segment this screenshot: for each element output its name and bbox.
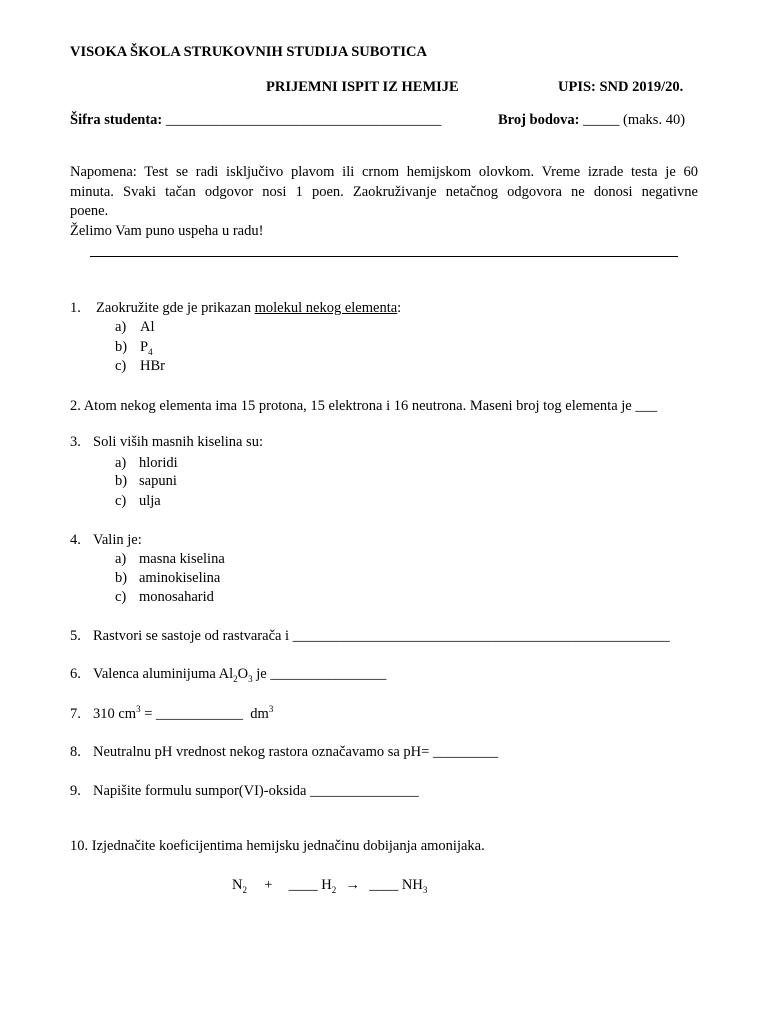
q3-text: Soli viših masnih kiselina su: [93,434,263,450]
q4-option-letter: c) [115,589,127,605]
note-line: poene. [70,203,109,219]
q4-option-letter: a) [115,551,127,567]
q4-option-text: monosaharid [139,589,214,605]
q4-option-letter: b) [115,570,128,586]
q4-text: Valin je: [93,532,142,548]
q5-number: 5. [70,628,81,644]
student-code-row [70,111,441,129]
ammonia-equation [232,876,427,894]
q3-option-text: ulja [139,493,161,509]
q6-text [93,665,386,683]
eq-h-sub: 2 [331,884,337,895]
q10-text: 10. Izjednačite koeficijentima hemijsku jednačinu dobijanja amonijaka. [70,838,485,854]
eq-nh: NH [401,877,423,893]
eq-plus: + [264,877,273,893]
q4-option-text: aminokiselina [139,570,221,586]
q4-number: 4. [70,532,81,548]
q7-number: 7. [70,706,81,722]
q1-number: 1. [70,300,81,316]
q7-sup2: 3 [268,704,274,715]
q1-option-letter: a) [115,319,127,335]
q1-option-text: HBr [140,358,165,374]
eq-blank-2: ____ [369,877,399,893]
q1-option-letter: c) [115,358,127,374]
q8-text: Neutralnu pH vrednost nekog rastora označavamo sa pH= _________ [93,744,499,760]
q7-value: 310 cm [93,706,137,722]
eq-n-sub: 2 [242,884,247,895]
q1-text-underlined: molekul nekog elementa [254,300,398,316]
eq-blank-1: ____ [288,877,318,893]
q2-text: 2. Atom nekog elementa ima 15 protona, 15 elektrona i 16 neutrona. Maseni broj tog elementa je ___ [70,398,658,414]
q5-text: Rastvori se sastoje od rastvarača i ____________________________________________________ [93,628,670,644]
q6-mid: O [237,666,249,682]
note-wish: Želimo Vam puno uspeha u radu! [70,222,264,239]
q6-text-before: Valenca aluminijuma Al [93,666,234,682]
q9-number: 9. [70,783,81,799]
q1-option-text [140,338,153,356]
q1-option-sub: 4 [148,346,153,357]
enrollment-label: UPIS: SND 2019/20. [558,79,684,95]
q6-number: 6. [70,666,81,682]
q6-sub2: 3 [248,673,253,684]
q1-text [96,299,401,317]
q4-option-text: masna kiselina [139,551,225,567]
points-row [498,111,685,129]
q1-option-letter: b) [115,339,128,355]
q3-option-letter: a) [115,455,127,471]
school-name: VISOKA ŠKOLA STRUKOVNIH STUDIJA SUBOTICA [70,44,427,60]
note-line: Napomena: Test se radi isključivo plavom ili crnom hemijskom olovkom. Vreme izrade testa je 60 [70,164,698,180]
eq-arrow: → [345,877,361,893]
q3-option-text: sapuni [139,473,177,489]
q7-sup1: 3 [136,704,141,715]
q9-text: Napišite formulu sumpor(VI)-oksida _______________ [93,783,419,799]
points-blank: _____ [583,112,620,128]
q7-text [93,705,273,723]
student-code-blank: ______________________________________ [165,112,442,128]
eq-h: H [321,877,332,893]
q1-text-before: Zaokružite gde je prikazan [96,300,255,316]
q6-text-after: je ________________ [252,666,387,682]
q8-number: 8. [70,744,81,760]
q3-option-text: hloridi [139,455,178,471]
points-label: Broj bodova: [498,112,580,128]
exam-title: PRIJEMNI ISPIT IZ HEMIJE [266,79,459,95]
q3-number: 3. [70,434,81,450]
q7-unit: dm [246,706,269,722]
q1-text-after: : [397,300,402,316]
q6-sub1: 2 [233,673,238,684]
eq-n: N [232,877,243,893]
q1-option-text: Al [140,319,155,335]
exam-note [70,163,698,241]
q3-option-letter: c) [115,493,127,509]
note-line: minuta. Svaki tačan odgovor nosi 1 poen. Zaokruživanje netačnog odgovora ne donosi negativne [70,183,698,200]
separator-line [90,256,678,257]
q1-option-main: P [140,339,149,355]
eq-nh-sub: 3 [422,884,428,895]
q3-option-letter: b) [115,473,128,489]
points-max: (maks. 40) [623,112,686,128]
q7-eq: = ____________ [140,706,247,722]
student-code-label: Šifra studenta: [70,112,163,128]
